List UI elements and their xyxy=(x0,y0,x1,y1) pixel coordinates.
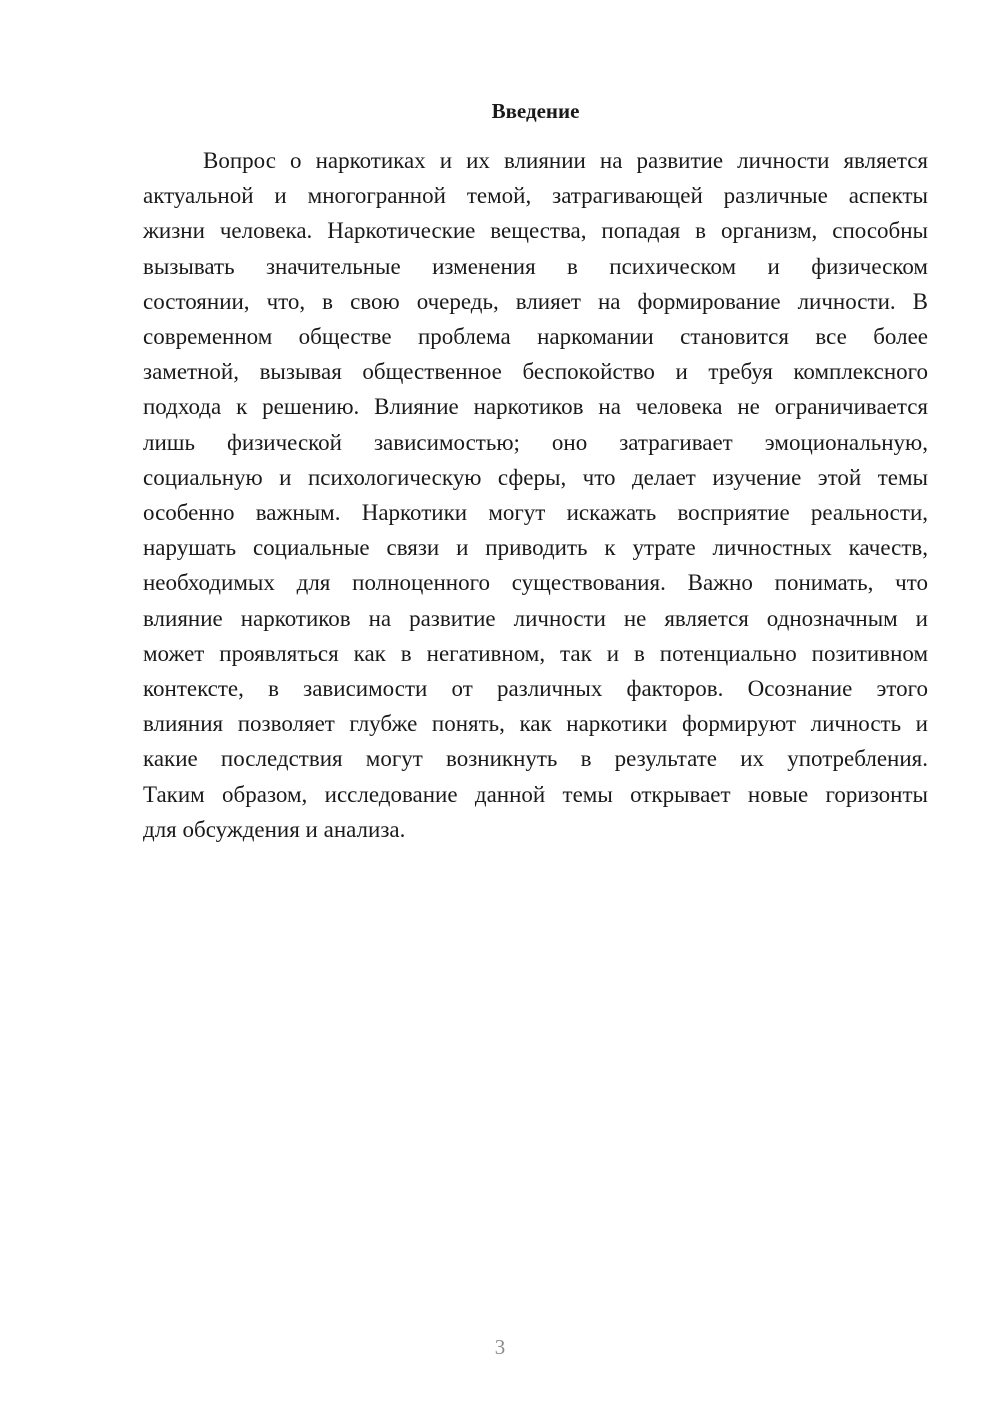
paragraph-line: подхода к решению. Влияние наркотиков на человека не ограничивается xyxy=(143,394,928,420)
paragraph-line: необходимых для полноценного существования. Важно понимать, что xyxy=(143,570,928,596)
paragraph-line: заметной, вызывая общественное беспокойство и требуя комплексного xyxy=(143,359,928,385)
paragraph-line: контексте, в зависимости от различных факторов. Осознание этого xyxy=(143,676,928,702)
paragraph-line: влияния позволяет глубже понять, как наркотики формируют личность и xyxy=(143,711,928,737)
paragraph-line: актуальной и многогранной темой, затрагивающей различные аспекты xyxy=(143,183,928,209)
paragraph-line: может проявляться как в негативном, так и в потенциально позитивном xyxy=(143,640,928,666)
paragraph-line: Вопрос о наркотиках и их влиянии на развитие личности является xyxy=(203,148,928,173)
paragraph-line: вызывать значительные изменения в психическом и физическом xyxy=(143,253,928,279)
paragraph-line: современном обществе проблема наркомании становится все более xyxy=(143,324,928,350)
paragraph-line: нарушать социальные связи и приводить к утрате личностных качеств, xyxy=(143,535,928,561)
paragraph-line: для обсуждения и анализа. xyxy=(143,816,406,842)
page-number: 3 xyxy=(494,1335,506,1359)
paragraph-line: жизни человека. Наркотические вещества, попадая в организм, способны xyxy=(143,218,928,244)
paragraph-line: состоянии, что, в свою очередь, влияет на формирование личности. В xyxy=(143,288,928,314)
paragraph-line: особенно важным. Наркотики могут искажать восприятие реальности, xyxy=(143,500,928,526)
section-heading: Введение xyxy=(491,99,580,123)
paragraph-line: социальную и психологическую сферы, что делает изучение этой темы xyxy=(143,464,928,490)
paragraph-line: лишь физической зависимостью; оно затрагивает эмоциональную, xyxy=(143,429,928,455)
paragraph-line: какие последствия могут возникнуть в результате их употребления. xyxy=(143,746,928,772)
body-paragraph xyxy=(143,143,928,847)
paragraph-line: Таким образом, исследование данной темы открывает новые горизонты xyxy=(143,781,928,807)
paragraph-line: влияние наркотиков на развитие личности не является однозначным и xyxy=(143,605,928,631)
